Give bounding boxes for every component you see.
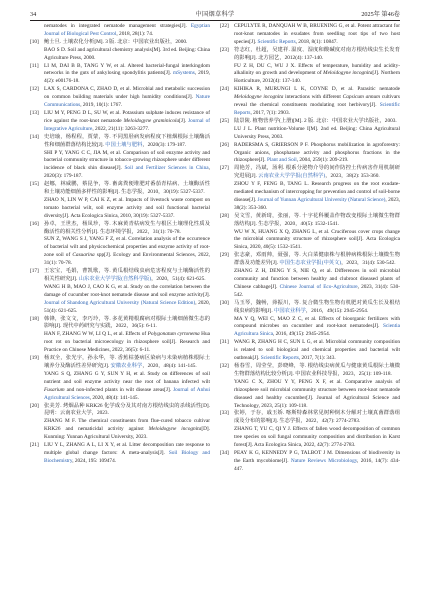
- reference-text: [220, 165, 400, 181]
- journal-name-link[interactable]: 中国农业科学: [274, 307, 306, 314]
- reference-text: [30, 181, 210, 197]
- reference-text-segment: 鲍士旦. 土壤农化分析[M]. 3 版. 北京：中国农业出版社，2000.: [44, 38, 188, 45]
- species-name: Meloidogyne incognita: [234, 94, 284, 101]
- reference-entry-19: [30, 355, 210, 402]
- reference-text: [30, 23, 210, 39]
- reference-text-segment: nematodes in integrated nematode management strategies[J].: [44, 23, 191, 29]
- right-column-references: [220, 23, 400, 474]
- reference-number: [11]: [30, 62, 39, 69]
- reference-text-segment: 史培瑜，杨程程，贾蒙，等. 不同黑胫病发病程度下植烟根际土壤酶活性和细菌群落结构比较[J].: [44, 133, 210, 148]
- reference-text-segment: ，2020，48(4): 141-145.: [142, 362, 197, 369]
- reference-text-segment: , 2019, 4(2): e00176-18.: [44, 70, 210, 85]
- reference-entry-25: [220, 118, 400, 142]
- header-rule: [30, 20, 400, 21]
- reference-entry-23: [220, 47, 400, 87]
- reference-text: [30, 86, 210, 110]
- reference-translation: [220, 63, 400, 87]
- reference-text-segment: and non-infected plants in wilt disease areas[J].: [64, 386, 174, 393]
- reference-number: [30]: [220, 299, 229, 306]
- reference-text-segment: interactions with different: [283, 94, 343, 101]
- reference-text-segment: 马玉琴，魏畅，茆振川，等. 复合微生物生物有机肥对黄瓜生长及根结线虫病的影响[J].: [234, 299, 400, 314]
- reference-text-segment: , 2024, 195: 109474.: [72, 457, 117, 464]
- species-name: Fusarium: [44, 386, 65, 393]
- reference-text-segment: 张美芳. 烤烟品种 KRK26 化学成分及其对南方根结线虫的杀线活性[D]. 昆明：云南农业大学，2023.: [44, 402, 210, 417]
- reference-translation: [30, 236, 210, 268]
- reference-text-segment: , 2018, 28(1): 74.: [116, 30, 154, 37]
- reference-entry-30: [220, 300, 400, 340]
- reference-number: [12]: [30, 86, 39, 93]
- reference-text-segment: 孙卓，王世杰，杨凤珍，等. 木麻黄青枯病发生与根区土壤理化性质及酶活性的相关性分析[J]. 生态环境学报，2022，31(1): 70-78.: [44, 220, 210, 235]
- reference-text-segment: 陆景陵. 植物营养学(上册)[M]. 2 版. 北京：中国农业大学出版社，2003.: [234, 117, 397, 124]
- reference-number: [29]: [220, 252, 229, 259]
- reference-text-segment: WANG H B, MAO J, CAO K G, et al. Study on the correlation between the damage of cucumber root-knot nematode disease and soil enzyme activity[J].: [44, 283, 210, 298]
- reference-text-segment: ZHANG T, YU C, QI Y J. Effects of fallen wood decomposition of common tree species on soil fungal community composition and distribution in Karst forest[J]. Acta Ecologica Sinica, 2022, 42(7): 2774-2783.: [234, 426, 400, 449]
- reference-text-segment: LIU Y L, ZHANG A L, LI X Y, et al. Litter decomposition rate response to multiple global change factors: A meta-analysis[J].: [44, 442, 210, 456]
- reference-text: [220, 363, 400, 379]
- reference-translation: [30, 331, 210, 355]
- reference-entry-27: [220, 165, 400, 212]
- reference-text: [220, 410, 400, 426]
- reference-number: [20]: [30, 402, 39, 409]
- reference-text: [30, 442, 210, 466]
- left-column-references: [30, 23, 210, 466]
- reference-entry-18: [30, 316, 210, 356]
- reference-text-segment: , 2004, 259(1): 209-219.: [296, 157, 349, 164]
- journal-name-link[interactable]: 安徽农业科学: [110, 362, 143, 369]
- journal-name-link[interactable]: 山东农业大学学报(自然科学版): [78, 276, 152, 282]
- reference-text-segment: 符志红，杜超，吴建祥. 温度、湿度和酸碱度对南方根结线虫生长发育的影响[J]. 北方园艺，2012(4): 137-140.: [234, 46, 400, 61]
- reference-translation: [220, 229, 400, 253]
- page-number: 34: [30, 11, 37, 18]
- reference-text-segment: LIU M Y, PENG D L, SU W, et al. Potassium sulphate induces resistance of rice against the root-knot nematode: [44, 109, 210, 124]
- reference-text: [30, 403, 210, 419]
- reference-text-segment: LI M, DAI B B, TANG Y W, et al. Altered bacterial-fungal interkingdom networks in the guts of ankylosing spondylitis patients[J].: [44, 62, 210, 77]
- reference-text-segment: [J]. Northern Horticulture, 2012(4): 137-140.: [234, 70, 400, 85]
- journal-name-link[interactable]: Journal of Shandong Agricultural University (Natural Science Edition): [44, 299, 196, 306]
- reference-entry-17: [30, 268, 210, 315]
- reference-number: [33]: [220, 410, 229, 417]
- journal-name-link[interactable]: Scientia Agricultura Sinica: [234, 323, 400, 338]
- reference-text-segment: spp[J]. Ecology and Environmental Sciences, 2022, 31(1): 70-78.: [44, 252, 210, 267]
- journal-name-link[interactable]: Journal of Anhui Agricultural Sciences: [44, 386, 211, 401]
- reference-text-segment: Hua root rot on bacterial microecology in rhizosphere soil[J]. Research and Practice on Chinese Medicines, 2022, 36(5): 6-11.: [44, 331, 211, 354]
- journal-name-link[interactable]: Egyptian Journal of Biological Pest Control: [44, 23, 210, 37]
- reference-entry-34: [220, 450, 400, 474]
- reference-number: [19]: [30, 355, 39, 362]
- reference-translation: [220, 316, 400, 340]
- reference-text: [30, 221, 210, 237]
- reference-text-segment: ，2020(3): 179-187.: [142, 141, 187, 148]
- reference-entry-29: [220, 252, 400, 299]
- reference-translation: [30, 47, 210, 63]
- reference-text-segment: 王宏宝，毛娟，曹凯歌，等. 黄瓜根结线虫病危害程度与土壤酶活性的相关性研究[J].: [44, 268, 210, 282]
- reference-text: [220, 142, 400, 166]
- reference-text-segment: , 2016, 49(15): 2945-2954.: [272, 331, 331, 338]
- reference-text-segment: ZHOU Y F, FENG B, TANG L. Research progress on the root exudate-mediated mechanism of intercropping for prevention and control of soil-borne disease[J].: [234, 181, 400, 203]
- reference-entry-31: [220, 339, 400, 363]
- reference-text: [30, 268, 210, 284]
- reference-number: [16]: [30, 220, 39, 227]
- reference-text-segment: , 2022, 21(11): 3263-3277.: [92, 125, 150, 132]
- journal-name-link[interactable]: Nature Communications: [44, 94, 210, 109]
- reference-translation: [220, 379, 400, 411]
- journal-name-link[interactable]: Plant and Soil: [266, 157, 297, 164]
- reference-text-segment: SHI P Y, YANG C C, JIA M, et al. Comparison of soil enzyme activity and bacterial community structure in tobacco-growing rhizosphere under different incidence of black shin disease[J].: [44, 149, 210, 172]
- reference-number: [26]: [220, 141, 229, 148]
- reference-entry-22: [220, 23, 400, 47]
- reference-entry-continued: [30, 23, 210, 39]
- reference-text-segment: PEAY K G, KENNEDY P G, TALBOT J M. Dimensions of biodiversity in the Earth mycobiome[J].: [234, 449, 400, 464]
- reference-text: [30, 355, 210, 371]
- reference-text-segment: , 2016, 14(7): 434-447.: [234, 457, 400, 472]
- reference-text: [30, 316, 210, 332]
- reference-text: [220, 252, 400, 268]
- reference-translation: [30, 284, 210, 316]
- reference-translation: [30, 197, 210, 221]
- reference-text-segment: ，2020，51(4): 621-625.: [151, 276, 206, 282]
- reference-number: [31]: [220, 339, 229, 346]
- volume-issue: 2025年 第46卷: [361, 11, 400, 18]
- reference-text-segment: 吴文雪，黄新琦，张丽，等. 十字花科覆盖作物改变根际土壤微生物群落结构[J]. 生态学报，2020，40(5): 1532-1541.: [234, 212, 400, 227]
- reference-number: [28]: [220, 212, 229, 219]
- journal-name-link[interactable]: Soil and Fertilizer Sciences in China: [124, 165, 209, 172]
- journal-name-link[interactable]: Soil Biology and Biochemistry: [44, 449, 211, 464]
- reference-text-segment: KIHIKA R, MURUNGI L K, COYNE D, et al. Parasitic nematode: [234, 86, 400, 93]
- reference-text: [220, 86, 400, 118]
- reference-text-segment: ZHAO N, LIN W P, CAI K Z, et al. Impacts of livestock waste compost on tomato bacterial wilt, soil enzyme activity and soil functional bacterial diversity[J]. Acta Ecologica Sinica, 2010, 30(19): 5327-5337.: [44, 196, 210, 219]
- reference-number: [14]: [30, 133, 39, 140]
- species-name: Meloidogyne incognita: [323, 70, 373, 77]
- journal-name-link[interactable]: Scientific Reports: [257, 38, 296, 45]
- reference-number: [34]: [220, 449, 229, 456]
- reference-text-segment: HAN F, ZHANG W W, LI Q L, et al. Effects of: [44, 331, 148, 338]
- reference-text-segment: 张婷，于存，戚玉娇. 喀斯特森林常见树种倒木分解对土壤真菌群落组成及分布的影响[J]. 生态学报，2022，42(7): 2774-2783.: [234, 410, 400, 425]
- journal-name-link[interactable]: Journal of Integrative Agriculture: [44, 117, 210, 132]
- reference-text-segment: CEPULYTE R, DANQUAH W B, BRUENING G, et al. Potent attractant for root-knot nematodes in exudates from seedling root tips of two host species[J].: [234, 23, 400, 45]
- reference-entry-16: [30, 221, 210, 268]
- reference-text-segment: ZHANG M F. The chemical constituents from flue-cured tobacco cultivar KRK26 and nematicidal activity against: [44, 418, 210, 433]
- reference-number: [22]: [220, 23, 229, 29]
- reference-text-segment: SUN Z, WANG S J, YANG F Z, et al. Correlation analysis of the occurrence of bacterial wilt and physicochemical properties and enzyme activity of root-zone soil of: [44, 236, 210, 259]
- reference-entry-26: [220, 142, 400, 166]
- reference-text-segment: 杨春雪，周莹莹，彭晓峰，等. 根结线虫病黄瓜与健康黄瓜根际土壤微生物群落结构比较分析[J]. 中国农业科技导报，2023，25(1): 109-118.: [234, 362, 400, 377]
- reference-text-segment: , 2020(3): 179-187.: [44, 165, 210, 180]
- reference-number: [18]: [30, 315, 39, 322]
- journal-name-link[interactable]: Nature Reviews Microbiology: [290, 457, 358, 464]
- reference-text-segment: , 2017, 7(1): 343.: [298, 355, 336, 362]
- reference-translation: [220, 268, 400, 300]
- reference-translation: [30, 371, 210, 403]
- reference-entry-12: [30, 86, 210, 110]
- reference-text-segment: ，2023，31(4): 530-542.: [341, 260, 396, 267]
- reference-translation: [30, 150, 210, 182]
- reference-number: [25]: [220, 117, 229, 124]
- reference-text-segment: 赵娜，林威鹏，蔡昆争，等. 畜禽粪便堆肥对番茄青枯病、土壤酶活性和土壤功能细菌多样性的影响[J]. 生态学报，2010，30(19): 5327-5337.: [44, 181, 210, 196]
- reference-entry-15: [30, 181, 210, 221]
- reference-text-segment: 周艳芳，冯斌，汤利. 根系分泌物介导的间作防控土传病害作用机制研究进展[J].: [234, 165, 400, 180]
- reference-number: [24]: [220, 86, 229, 93]
- reference-entry-11: [30, 63, 210, 87]
- reference-text-segment: YANG C X, ZHOU Y Y, PENG X F, et al. Comparative analysis of rhizosphere soil microbial community structure between root-knot nematode diseased and healthy cucumber[J]. Journal of Agricultural Science and Technology, 2023, 25(1): 109-118.: [234, 378, 400, 409]
- reference-text: [30, 110, 210, 134]
- reference-entry-24: [220, 86, 400, 118]
- reference-text-segment: BAO S D. Soil and agricultural chemistry analysis[M]. 3rd ed. Beijing: China Agriculture Press, 2000.: [44, 46, 210, 61]
- species-name: Meloidogyne graminicola: [123, 117, 180, 124]
- reference-entry-21: [30, 442, 210, 466]
- reference-text-segment: ，2016，49(15): 2945-2954.: [305, 307, 369, 314]
- reference-text-segment: [J].: [179, 117, 189, 124]
- page-header: [30, 10, 400, 19]
- species-name: Meloidogyne incognita: [148, 426, 202, 433]
- journal-name-link[interactable]: Scientific Reports: [234, 102, 400, 116]
- journal-name-link[interactable]: mSystems: [172, 70, 195, 77]
- reference-text-segment: WU W X, HUANG X Q, ZHANG L, et al. Cruciferous cover crops change the microbial community structure of rhizosphere soil[J]. Acta Ecologica Sinica, 2020, 40(5): 1532-1541.: [234, 228, 400, 251]
- reference-number: [21]: [30, 442, 39, 449]
- reference-text: [220, 300, 400, 316]
- reference-text-segment: cultivars reveal the chemical constituents modulating root herbivory[J].: [234, 94, 400, 109]
- reference-text-segment: LAX S, CARDONA C, ZHAO D, et al. Microbial and metabolic succession on common building materials under high humidity conditions[J].: [44, 86, 210, 101]
- reference-text: [220, 47, 400, 63]
- reference-text-segment: , 2019, 10(1): 1767.: [80, 102, 123, 109]
- species-name: Polygonatum cyrtonema: [147, 331, 200, 338]
- reference-text-segment: MA Y Q, WEI C, MAO Z C, et al. Effects of bioorganic fertilizers with compound microbes on cucumber and root-knot nematodes[J].: [234, 315, 400, 330]
- journal-title: 中国烟草科学: [195, 11, 235, 18]
- reference-text: [220, 339, 400, 363]
- reference-text-segment: , 2023, 38(2): 353-360.: [234, 196, 400, 211]
- reference-text-segment: FU Z H, DU C, WU J X. Effects of temperature, humidity and acidity-alkalinity on growth and development of: [234, 62, 400, 77]
- reference-text: [220, 213, 400, 229]
- reference-translation: [220, 181, 400, 213]
- reference-number: [15]: [30, 181, 39, 188]
- journal-name-link[interactable]: 中国生态农业学报(中英文): [279, 260, 342, 267]
- reference-entry-14: [30, 134, 210, 181]
- reference-text-segment: RADERSMA S, GRIERSON P F. Phosphorus mobilization in agroforestry: Organic anions, phosphatase activity and phosphorus fractions in the rhizosphere[J].: [234, 141, 400, 164]
- reference-number: [10]: [30, 38, 39, 45]
- reference-translation: [30, 418, 210, 442]
- reference-number: [13]: [30, 109, 39, 116]
- reference-text-segment: [D]. Kunming: Yunnan Agricultural University, 2023.: [44, 426, 210, 441]
- journal-name-link[interactable]: 云南农业大学学报(自然科学): [258, 173, 326, 180]
- reference-number: [23]: [220, 46, 229, 53]
- reference-text-segment: ，2023，38(2): 353-360.: [325, 173, 380, 180]
- reference-text: [220, 118, 400, 126]
- reference-number: [27]: [220, 165, 229, 172]
- reference-text-segment: 韩锋，张文文，李巧玲，等. 多花黄精根腐病对根际土壤细菌微生态的影响[J]. 现代中药研究与实践，2022，36(5): 6-11.: [44, 315, 210, 330]
- journal-name-link[interactable]: Journal of Yunnan Agricultural University (Natural Science): [257, 196, 386, 203]
- reference-text: [30, 134, 210, 150]
- reference-text: [220, 450, 400, 474]
- reference-number: [32]: [220, 362, 229, 369]
- reference-text-segment: , 2023, 31(4): 530-542.: [234, 283, 400, 298]
- reference-text-segment: 张志豪，邓雨帅，聂强，等. 大白菜健康株与根肿病株根际土壤微生物群落及功能差异[J].: [234, 252, 400, 267]
- reference-text-segment: 杨双全，张光宇，孙永华，等. 香蕉枯萎病区染病与未染病植株根际土壤养分及酶活性差异研究[J].: [44, 355, 210, 369]
- reference-text-segment: YANG S Q, ZHANG G Y, SUN Y H, et al. Study on differences of soil nutrient and soil enzyme activity near the root of banana infected wilt: [44, 370, 210, 385]
- reference-text-segment: LU J L. Plant nutrition-Volume I[M]. 2nd ed. Beijing: China Agricultural University Press, 2003.: [234, 125, 400, 140]
- reference-entry-10: [30, 39, 210, 63]
- reference-translation: [220, 126, 400, 142]
- reference-number: [17]: [30, 268, 39, 275]
- reference-text: [220, 23, 400, 47]
- reference-text: [30, 39, 210, 47]
- journal-name-link[interactable]: Chinese Journal of Eco-Agriculture: [279, 283, 358, 290]
- reference-entry-13: [30, 110, 210, 134]
- reference-entry-32: [220, 363, 400, 410]
- reference-text-segment: , 2020, 51(4): 621-625.: [44, 299, 210, 314]
- journal-name-link[interactable]: 中国土壤与肥料: [105, 141, 143, 148]
- reference-translation: [220, 426, 400, 450]
- reference-text-segment: ZHANG Z H, DENG Y S, NIE Q, et al. Differences in soil microbial community and function between healthy and clubroot diseased plants of Chinese cabbage[J].: [234, 268, 400, 290]
- reference-entry-28: [220, 213, 400, 253]
- reference-text-segment: , 2018, 8(1): 10847.: [295, 38, 338, 45]
- species-name: Capsicum annum: [342, 94, 381, 101]
- journal-name-link[interactable]: Scientific Reports: [260, 355, 299, 362]
- reference-text-segment: , 2020, 48(4): 141-145.: [89, 394, 139, 401]
- reference-entry-20: [30, 403, 210, 443]
- species-name: Casuarina: [72, 252, 95, 259]
- reference-text-segment: , 2017, 7(1): 2903.: [250, 109, 290, 116]
- reference-text-segment: WANG R, ZHANG H C, SUN L G, et al. Microbial community composition is related to soil biological and chemical properties and bacterial wilt outbreak[J].: [234, 339, 400, 362]
- reference-text: [30, 63, 210, 87]
- reference-entry-33: [220, 410, 400, 450]
